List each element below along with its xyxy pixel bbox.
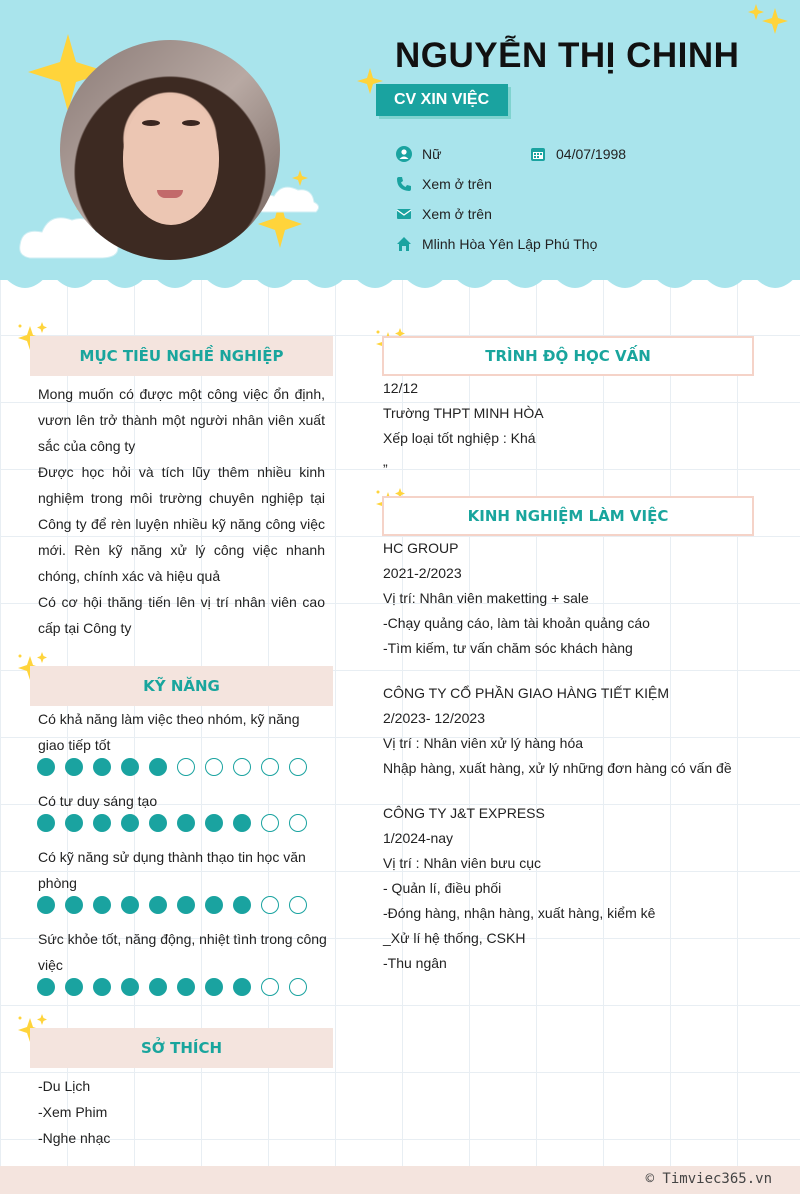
job-line: - Quản lí, điều phối xyxy=(383,880,502,896)
rating-dot-filled xyxy=(205,814,223,832)
skill-label: Sức khỏe tốt, năng động, nhiệt tình trong công việc xyxy=(38,931,327,973)
rating-dot-filled xyxy=(177,978,195,996)
job-block xyxy=(383,801,783,976)
education-line: Trường THPT MINH HÒA xyxy=(383,405,544,421)
avatar-eye xyxy=(142,120,160,126)
footer-bar xyxy=(0,1166,800,1194)
address-row xyxy=(396,236,597,252)
rating-dot-empty xyxy=(289,896,307,914)
skill-rating xyxy=(37,758,307,776)
rating-dot-empty xyxy=(289,758,307,776)
rating-dot-filled xyxy=(93,814,111,832)
hobbies-list xyxy=(38,1073,110,1151)
rating-dot-filled xyxy=(205,978,223,996)
job-tag: CV XIN VIỆC xyxy=(376,84,508,116)
skill-rating xyxy=(37,978,307,996)
job-line: -Thu ngân xyxy=(383,955,447,971)
rating-dot-filled xyxy=(93,758,111,776)
skill-label: Có khả năng làm việc theo nhóm, kỹ năng giao tiếp tốt xyxy=(38,711,300,753)
job-block xyxy=(383,536,783,661)
star-icon xyxy=(748,4,764,20)
rating-dot-empty xyxy=(261,814,279,832)
rating-dot-filled xyxy=(37,896,55,914)
job-line: -Đóng hàng, nhận hàng, xuất hàng, kiểm kê xyxy=(383,905,656,921)
rating-dot-filled xyxy=(93,896,111,914)
rating-dot-filled xyxy=(93,978,111,996)
rating-dot-filled xyxy=(65,758,83,776)
rating-dot-empty xyxy=(261,758,279,776)
rating-dot-empty xyxy=(177,758,195,776)
job-block xyxy=(383,681,783,781)
footer-credit: © Timviec365.vn xyxy=(645,1171,772,1187)
phone-row xyxy=(396,176,492,192)
rating-dot-empty xyxy=(289,978,307,996)
education-line: Xếp loại tốt nghiệp : Khá xyxy=(383,430,536,446)
objective-line: Được học hỏi và tích lũy thêm nhiều kinh nghiệm trong môi trường chuyên nghiệp tại Công ty để rèn luyện nhiều kỹ năng công việc mới. Rèn kỹ năng xử lý công việc nhanh chóng, chính xác và hiệu quả xyxy=(38,464,325,584)
person-icon xyxy=(396,146,412,162)
job-line: _Xử lí hệ thống, CSKH xyxy=(383,930,526,946)
education-line: ” xyxy=(383,461,388,477)
birthday-value: 04/07/1998 xyxy=(556,146,627,162)
job-company: CÔNG TY J&T EXPRESS xyxy=(383,805,545,821)
rating-dot-filled xyxy=(233,896,251,914)
avatar-eye xyxy=(182,120,200,126)
phone-icon xyxy=(396,176,412,192)
rating-dot-filled xyxy=(65,814,83,832)
rating-dot-filled xyxy=(149,978,167,996)
rating-dot-empty xyxy=(261,978,279,996)
job-company: HC GROUP xyxy=(383,540,459,556)
skills-title: KỸ NĂNG xyxy=(30,666,333,706)
objective-line: Mong muốn có được một công việc ổn định, vươn lên trở thành một người nhân viên xuất sắc của công ty xyxy=(38,386,325,454)
job-period: 2021-2/2023 xyxy=(383,565,462,581)
rating-dot-filled xyxy=(65,978,83,996)
hobby-item: -Xem Phim xyxy=(38,1104,108,1120)
job-line: Vị trí : Nhân viên xử lý hàng hóa xyxy=(383,735,584,751)
skill-label: Có kỹ năng sử dụng thành thạo tin học văn phòng xyxy=(38,849,306,891)
gender-row xyxy=(396,146,441,162)
rating-dot-filled xyxy=(65,896,83,914)
rating-dot-empty xyxy=(233,758,251,776)
rating-dot-filled xyxy=(149,758,167,776)
rating-dot-filled xyxy=(37,758,55,776)
home-icon xyxy=(396,236,412,252)
education-title: TRÌNH ĐỘ HỌC VẤN xyxy=(382,336,754,376)
rating-dot-filled xyxy=(149,814,167,832)
rating-dot-empty xyxy=(205,758,223,776)
job-line: Nhập hàng, xuất hàng, xử lý những đơn hàng có vấn đề xyxy=(383,760,732,776)
experience-title: KINH NGHIỆM LÀM VIỆC xyxy=(382,496,754,536)
mail-icon xyxy=(396,206,412,222)
rating-dot-filled xyxy=(177,814,195,832)
skill-rating xyxy=(37,814,307,832)
rating-dot-filled xyxy=(233,814,251,832)
avatar-face xyxy=(123,95,219,225)
rating-dot-filled xyxy=(121,814,139,832)
star-icon xyxy=(762,8,788,34)
objective-title: MỤC TIÊU NGHỀ NGHIỆP xyxy=(30,336,333,376)
phone-value: Xem ở trên xyxy=(422,176,492,192)
rating-dot-filled xyxy=(37,814,55,832)
experience-body xyxy=(383,536,783,976)
rating-dot-filled xyxy=(121,758,139,776)
education-body xyxy=(383,376,544,482)
star-icon xyxy=(292,170,308,186)
calendar-icon xyxy=(530,146,546,162)
avatar-mouth xyxy=(157,190,183,198)
email-value: Xem ở trên xyxy=(422,206,492,222)
rating-dot-filled xyxy=(121,978,139,996)
rating-dot-filled xyxy=(149,896,167,914)
birthday-row xyxy=(530,146,626,162)
rating-dot-filled xyxy=(121,896,139,914)
candidate-name: NGUYỄN THỊ CHINH xyxy=(395,36,740,75)
hobby-item: -Nghe nhạc xyxy=(38,1130,111,1146)
rating-dot-filled xyxy=(177,896,195,914)
objective-line: Có cơ hội thăng tiến lên vị trí nhân viên cao cấp tại Công ty xyxy=(38,594,325,636)
email-row xyxy=(396,206,492,222)
rating-dot-filled xyxy=(205,896,223,914)
objective-body xyxy=(38,381,325,641)
job-line: -Tìm kiếm, tư vấn chăm sóc khách hàng xyxy=(383,640,633,656)
rating-dot-filled xyxy=(37,978,55,996)
job-line: Vị trí: Nhân viên maketting + sale xyxy=(383,590,589,606)
address-value: Mlinh Hòa Yên Lập Phú Thọ xyxy=(422,236,598,252)
rating-dot-empty xyxy=(261,896,279,914)
gender-value: Nữ xyxy=(422,146,442,162)
education-line: 12/12 xyxy=(383,380,419,396)
skill-label: Có tư duy sáng tạo xyxy=(38,793,158,809)
job-period: 1/2024-nay xyxy=(383,830,454,846)
avatar-photo xyxy=(60,40,280,260)
rating-dot-filled xyxy=(233,978,251,996)
job-line: Vị trí : Nhân viên bưu cục xyxy=(383,855,541,871)
job-period: 2/2023- 12/2023 xyxy=(383,710,485,726)
hobbies-title: SỞ THÍCH xyxy=(30,1028,333,1068)
hobby-item: -Du Lịch xyxy=(38,1078,91,1094)
job-company: CÔNG TY CỔ PHẦN GIAO HÀNG TIẾT KIỆM xyxy=(383,685,670,701)
job-line: -Chạy quảng cáo, làm tài khoản quảng cáo xyxy=(383,615,650,631)
rating-dot-empty xyxy=(289,814,307,832)
skill-rating xyxy=(37,896,307,914)
